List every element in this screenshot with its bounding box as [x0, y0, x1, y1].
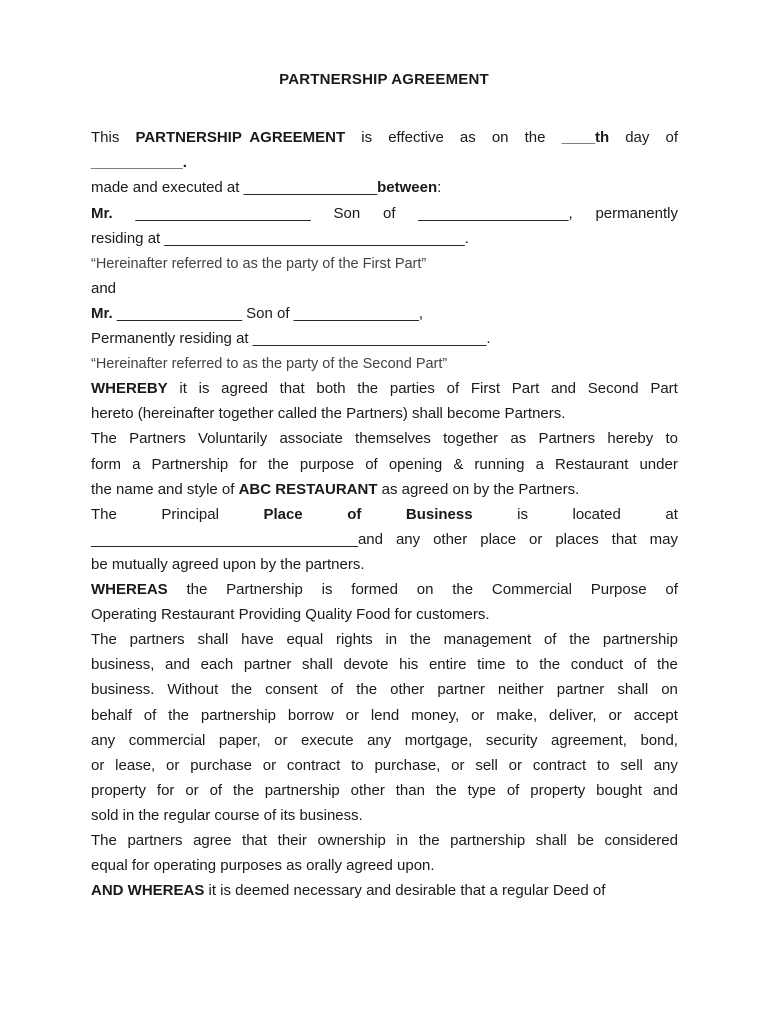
second-party-residence: Permanently residing at ____________________________. — [91, 330, 491, 347]
paragraph-line: be mutually agreed upon by the partners. — [91, 556, 365, 573]
effective-date-line: This PARTNERSHIP AGREEMENT is effective as on the ____th day of — [91, 129, 678, 146]
whereas-line: WHEREAS the Partnership is formed on the Commercial Purpose of — [91, 581, 678, 598]
paragraph-line: property for or of the partnership other than the type of property bought and — [91, 782, 678, 799]
document-title: PARTNERSHIP AGREEMENT — [279, 71, 489, 88]
paragraph-line: hereto (hereinafter together called the Partners) shall become Partners. — [91, 405, 566, 422]
paragraph-line: ________________________________and any other place or places that may — [91, 531, 678, 548]
first-party-residence: residing at ____________________________________. — [91, 230, 469, 247]
place-of-business-line: The Principal Place of Business is located at — [91, 506, 678, 523]
paragraph-line: business, and each partner shall devote his entire time to the conduct of the — [91, 656, 678, 673]
executed-at-line: made and executed at ________________between: — [91, 179, 442, 196]
paragraph-line: Operating Restaurant Providing Quality Food for customers. — [91, 606, 490, 623]
restaurant-name-line: the name and style of ABC RESTAURANT as agreed on by the Partners. — [91, 481, 580, 498]
first-party-line: Mr. _____________________ Son of __________________, permanently — [91, 205, 678, 222]
paragraph-line: The partners shall have equal rights in the management of the partnership — [91, 631, 678, 648]
date-blank: ___________. — [91, 154, 187, 171]
restaurant-name: ABC RESTAURANT — [238, 481, 378, 498]
paragraph-line: behalf of the partnership borrow or lend money, or make, deliver, or accept — [91, 707, 678, 724]
whereby-line: WHEREBY it is agreed that both the parties of First Part and Second Part — [91, 380, 678, 397]
first-party-quote: “Hereinafter referred to as the party of the First Part” — [91, 256, 427, 272]
second-party-line: Mr. _______________ Son of _______________, — [91, 305, 423, 322]
paragraph-line: equal for operating purposes as orally agreed upon. — [91, 857, 435, 874]
paragraph-line: The Partners Voluntarily associate themselves together as Partners hereby to — [91, 430, 678, 447]
paragraph-line: or lease, or purchase or contract to purchase, or sell or contract to sell any — [91, 757, 678, 774]
and-whereas-line: AND WHEREAS it is deemed necessary and desirable that a regular Deed of — [91, 882, 606, 899]
second-party-quote: “Hereinafter referred to as the party of the Second Part” — [91, 356, 448, 372]
paragraph-line: The partners agree that their ownership in the partnership shall be considered — [91, 832, 678, 849]
and-line: and — [91, 280, 117, 297]
paragraph-line: any commercial paper, or execute any mortgage, security agreement, bond, — [91, 732, 678, 749]
paragraph-line: business. Without the consent of the other partner neither partner shall on — [91, 681, 678, 698]
paragraph-line: form a Partnership for the purpose of opening & running a Restaurant under — [91, 456, 678, 473]
paragraph-line: sold in the regular course of its business. — [91, 807, 363, 824]
